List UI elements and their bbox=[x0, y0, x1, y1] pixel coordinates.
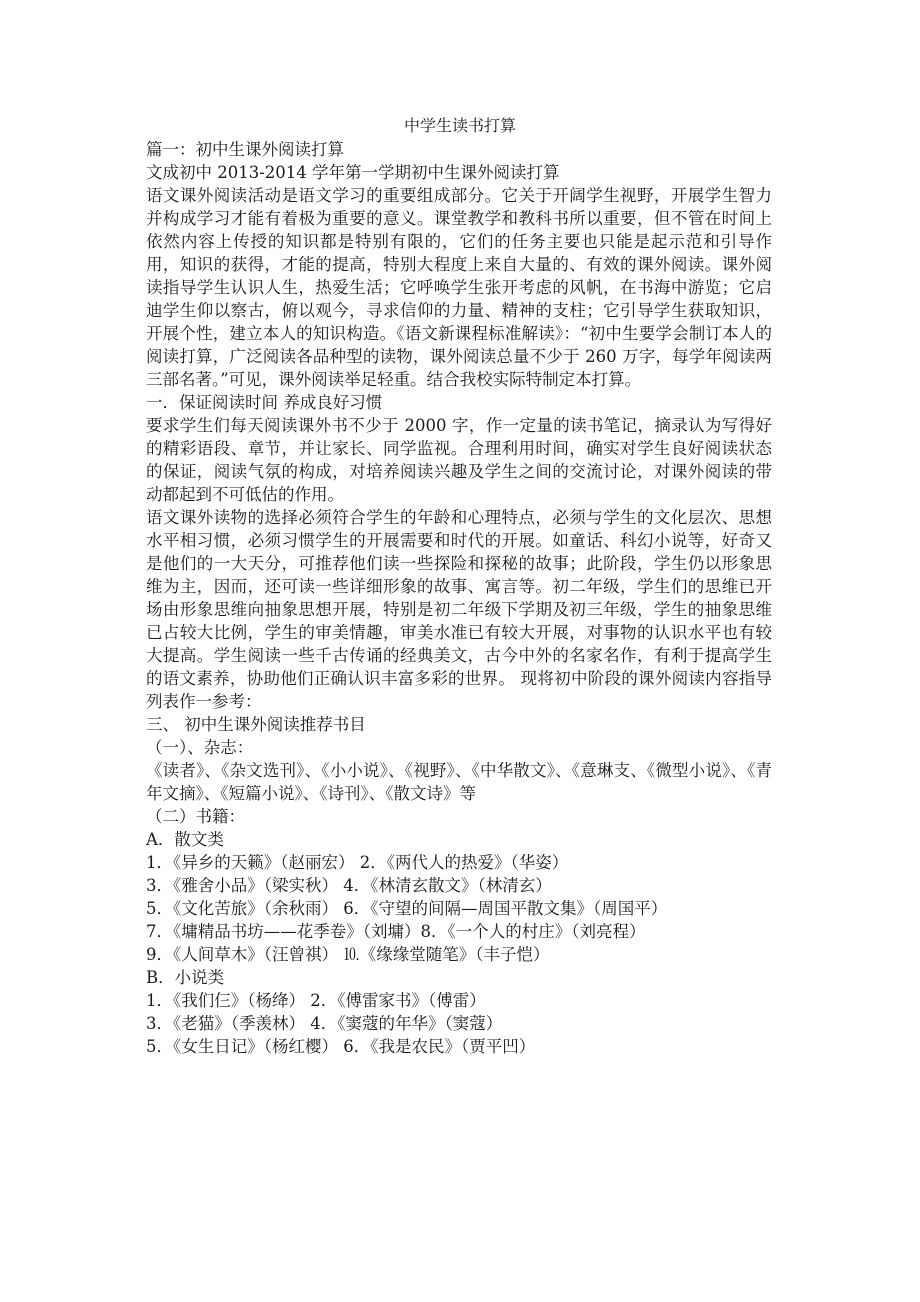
book-list-item: 1．《异乡的天籁》（赵丽宏） 2．《两代人的热爱》（华姿） bbox=[146, 853, 569, 872]
point-heading-3: 三、 初中生课外阅读推荐书目 bbox=[146, 715, 366, 734]
category-heading-b: B．小说类 bbox=[146, 968, 225, 987]
category-heading-a: A．散文类 bbox=[146, 830, 224, 849]
book-list-item: 5．《女生日记》（杨红樱） 6．《我是农民》（贾平凹） bbox=[146, 1037, 536, 1056]
book-list-item: 5．《文化苦旅》（余秋雨） 6．《守望的间隔—周国平散文集》（周国平） bbox=[146, 899, 668, 918]
intro-paragraph: 语文课外阅读活动是语文学习的重要组成部分。它关于开阔学生视野，开展学生智力并构成学习才能有着极为重要的意义。课堂教学和教科书所以重要，但不管在时间上依然内容上传授的知识都是特别有限的，它们的任务主要也只能是起示范和引导作用，知识的获得，才能的提高，特别大程度上来自大量的、有效的课外阅读。课外阅读指导学生认识人生，热爱生活；它呼唤学生张开考虑的风帆，在书海中游览；它启迪学生仰以察古，俯以观今，寻求信仰的力量、精神的支柱；它引导学生获取知识，开展个性，建立本人的知识构造。《语文新课程标准解读》：“初中生要学会制订本人的阅读打算，广泛阅读各品种型的读物，课外阅读总量不少于 260 万字，每学年阅读两三部名著。”可见，课外阅读举足轻重。结合我校实际特制定本打算。 bbox=[146, 186, 772, 389]
point-heading-1: 一．保证阅读时间 养成良好习惯 bbox=[146, 393, 383, 412]
book-list-item: 7．《墉精品书坊——花季卷》（刘墉）8．《一个人的村庄》（刘亮程） bbox=[146, 922, 646, 941]
book-list-item: 3．《雅舍小品》（梁实秋） 4．《林清玄散文》（林清玄） bbox=[146, 876, 552, 895]
magazines-heading: （一）、杂志： bbox=[146, 738, 254, 757]
book-list-item: 9．《人间草木》（汪曾祺） ⒑《缘缘堂随笔》（丰子恺） bbox=[146, 945, 550, 964]
section-heading: 篇一：初中生课外阅读打算 bbox=[146, 140, 344, 159]
point-paragraph-1: 要求学生们每天阅读课外书不少于 2000 字，作一定量的读书笔记，摘录认为写得好的精彩语段、章节，并让家长、同学监视。合理利用时间，确实对学生良好阅读状态的保证，阅读气氛的构成，对培养阅读兴趣及学生之间的交流讨论，对课外阅读的带动都起到不可低估的作用。 bbox=[146, 416, 772, 504]
books-heading: （二）书籍： bbox=[146, 807, 245, 826]
document-title: 中学生读书打算 bbox=[403, 116, 516, 135]
document-body bbox=[146, 138, 772, 1058]
document-subtitle: 文成初中 2013-2014 学年第一学期初中生课外阅读打算 bbox=[146, 163, 560, 182]
book-list-item: 1．《我们仨》（杨绛） 2．《傅雷家书》（傅雷） bbox=[146, 991, 486, 1010]
book-list-item: 3．《老猫》（季羡林） 4．《窦蔻的年华》（窦蔻） bbox=[146, 1014, 503, 1033]
point-paragraph-2: 语文课外读物的选择必须符合学生的年龄和心理特点，必须与学生的文化层次、思想水平相习惯，必须习惯学生的开展需要和时代的开展。如童话、科幻小说等，好奇又是他们的一大天分，可推荐他们读一些探险和探秘的故事；此阶段，学生仍以形象思维为主，因而，还可读一些详细形象的故事、寓言等。初二年级，学生们的思维已开场由形象思维向抽象思想开展，特别是初二年级下学期及初三年级，学生的抽象思维已占较大比例，学生的审美情趣，审美水准已有较大开展，对事物的认识水平也有较大提高。学生阅读一些千古传诵的经典美文，古今中外的名家名作，有利于提高学生的语文素养，协助他们正确认识丰富多彩的世界。 现将初中阶段的课外阅读内容指导列表作一参考： bbox=[146, 508, 772, 711]
magazines-list: 《读者》、《杂文选刊》、《小小说》、《视野》、《中华散文》、《意琳支、《微型小说》、《青年文摘》、《短篇小说》、《诗刊》、《散文诗》等 bbox=[146, 761, 772, 803]
